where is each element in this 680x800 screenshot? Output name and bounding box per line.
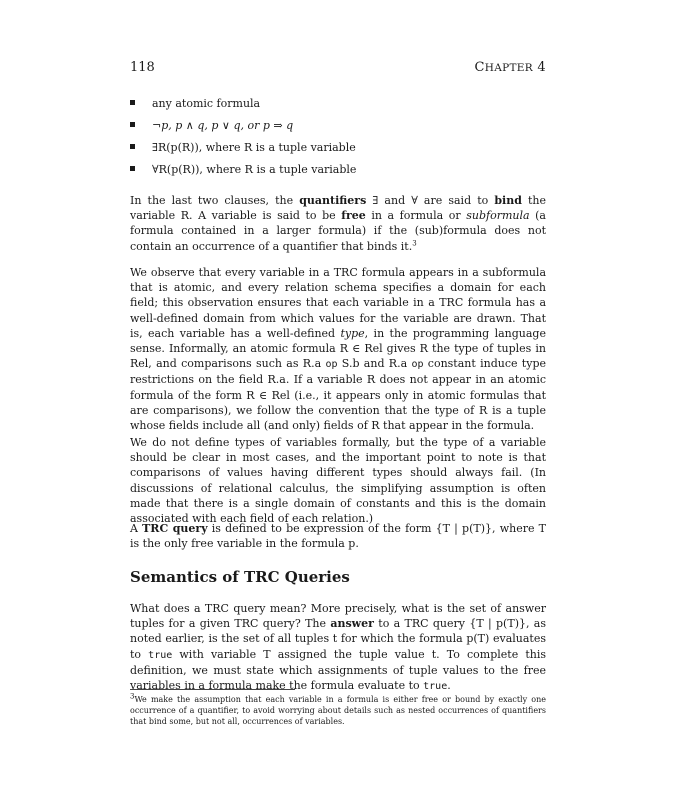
- list-item: [130, 162, 356, 184]
- chapter-rest: HAPTER: [484, 62, 533, 74]
- text-run: S.b and R.a: [337, 357, 412, 371]
- paragraph-semantics: [130, 601, 546, 694]
- footnote: [130, 694, 546, 727]
- paragraph-text: We do not define types of variables formally, but the type of a variable should be clear in most cases, and the important point to note is that comparisons of values having different types should always fail. (In discussions of relational calculus, the simplifying assumption is often made that there is a single domain of constants and this is the domain associated with each field of each relation.): [130, 436, 546, 526]
- formula-rules-list: [130, 96, 356, 184]
- text-run: We observe that every variable in a TRC formula appears in a subformula that is atomic, and every relation schema specifies a domain for each field; this observation ensures that each variable in a TRC formula has a well-defined domain from which values for the variable are drawn. That is, each variable has a well-defined: [130, 266, 546, 340]
- footnote-ref: 3: [412, 238, 417, 247]
- text-run: constant induce type restrictions on the field R.a. If a variable R does not appear in an atomic formula of the form R ∈ Rel (i.e., it appears only in atomic formulas that are comparisons), we follow the convention that the type of R is a tuple whose fields include all (and only) fields of R that appear in the formula.: [130, 357, 546, 433]
- footnote-mark: 3: [130, 692, 135, 701]
- text-run: in a formula or: [365, 209, 467, 223]
- paragraph-trc-query: [130, 521, 546, 551]
- paragraph-type-definition: [130, 435, 546, 526]
- page-number: 118: [130, 60, 155, 75]
- list-item: [130, 140, 356, 162]
- text-run: A: [130, 522, 143, 535]
- text-run: ∃ and ∀ are said to: [366, 194, 495, 207]
- term-trc-query: TRC query: [142, 522, 208, 535]
- list-item-text: ¬p, p ∧ q, p ∨ q, or p ⇒ q: [152, 119, 294, 132]
- section-heading: Semantics of TRC Queries: [130, 568, 350, 586]
- text-run: with variable T assigned the tuple value t. To complete this definition, we must state which assignments of tuple values to the free variables in a formula make the formula evaluate to: [130, 647, 546, 693]
- bullet-icon: [130, 166, 135, 171]
- code-true: true: [423, 681, 448, 693]
- text-run: (a formula contained in a larger formula) if the (sub)formula does not contain an occurrence of a quantifier that binds it.: [130, 209, 546, 253]
- term-free: free: [341, 209, 366, 223]
- term-bind: bind: [494, 194, 522, 207]
- chapter-label: [475, 60, 546, 76]
- code-true: true: [148, 649, 173, 661]
- text-run: What does a TRC query mean? More precisely, what is the set of answer tuples for a given TRC query? The: [130, 602, 546, 631]
- footnote-text: We make the assumption that each variable in a formula is either free or bound by exactly one occurrence of a quantifier, to avoid worrying about details such as nested occurrences of quantifiers that bind some, but not all, occurrences of variables.: [130, 695, 546, 726]
- bullet-icon: [130, 100, 135, 105]
- text-run: to a TRC query {T | p(T)}, as noted earlier, is the set of all tuples t for which the formula p(T) evaluates to: [130, 617, 547, 661]
- list-item-text: any atomic formula: [152, 97, 261, 110]
- text-run: is defined to be expression of the form {T | p(T)}, where T is the only free variable in the formula p.: [130, 522, 546, 551]
- term-quantifiers: quantifiers: [299, 194, 367, 207]
- code-op: op: [411, 359, 424, 371]
- list-item: [130, 96, 356, 118]
- term-answer: answer: [330, 617, 374, 631]
- code-op: op: [325, 359, 338, 371]
- chapter-cap: C: [474, 60, 485, 75]
- text-run: , in the programming language sense. Informally, an atomic formula R ∈ Rel gives R the type of tuples in Rel, and comparisons such as R.a: [130, 326, 546, 371]
- list-item-text: ∃R(p(R)), where R is a tuple variable: [152, 141, 356, 154]
- text-run: In the last two clauses, the: [130, 194, 300, 207]
- running-head: [130, 60, 546, 76]
- term-subformula: subformula: [466, 209, 530, 223]
- paragraph-types: [130, 265, 546, 433]
- bullet-icon: [130, 122, 135, 127]
- list-item-text: ∀R(p(R)), where R is a tuple variable: [152, 163, 357, 176]
- term-type: type: [340, 326, 365, 340]
- chapter-number: 4: [537, 60, 546, 75]
- list-item: [130, 118, 356, 140]
- bullet-icon: [130, 144, 135, 149]
- paragraph-quantifiers: [130, 193, 546, 254]
- text-run: the variable R. A variable is said to be: [130, 194, 546, 223]
- text-run: .: [447, 679, 451, 693]
- footnote-divider: [130, 689, 295, 690]
